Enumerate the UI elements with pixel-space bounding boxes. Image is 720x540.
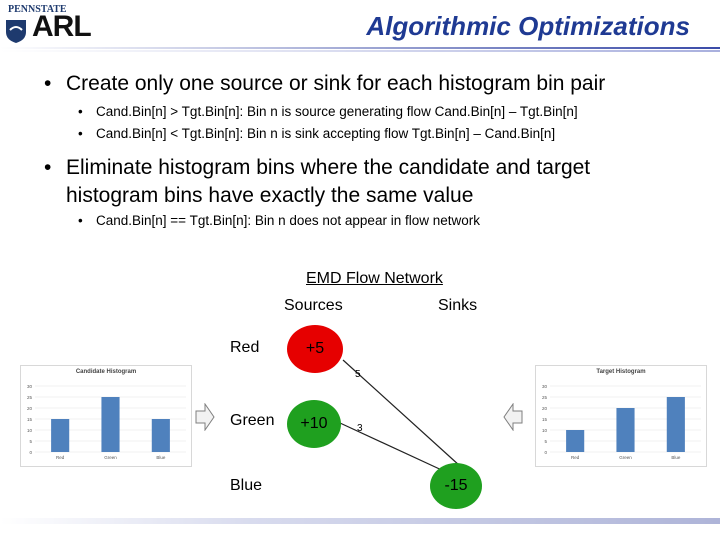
bullet-2-text: Eliminate histogram bins where the candidate and target histogram bins have exactly the same value [66,156,591,207]
bar-green [101,397,119,452]
y-tick-label: 25 [26,395,32,400]
bar-blue [667,397,685,452]
bullet-1: • Create only one source or sink for each histogram bin pair [44,72,606,95]
y-tick-label: 20 [26,406,32,411]
chart-title: Target Histogram [596,369,646,375]
target-histogram-plot [536,366,706,466]
y-tick-label: 10 [26,428,32,433]
y-tick-label: 25 [541,395,547,400]
bullet-1-text: Create only one source or sink for each histogram bin pair [66,72,606,95]
y-tick-label: 30 [26,384,32,389]
bar-green [616,408,634,452]
x-tick-label: Blue [671,455,681,460]
bullet-2: • Eliminate histogram bins where the candidate and target histogram bins have exactly the same value [44,154,694,210]
pennstate-wordmark: PENNSTATE [8,4,67,15]
sources-label: Sources [284,297,343,314]
sub-bullet-1-2: • Cand.Bin[n] < Tgt.Bin[n]: Bin n is sink accepting flow Tgt.Bin[n] – Cand.Bin[n] [78,126,556,141]
candidate-histogram-plot [21,366,191,466]
sub-bullet-2-1: • Cand.Bin[n] == Tgt.Bin[n]: Bin n does not appear in flow network [78,213,480,228]
sinks-label: Sinks [438,297,478,314]
bar-red [51,419,69,452]
row-label-red: Red [230,339,260,356]
row-label-blue: Blue [230,477,263,494]
edge-label-green: 3 [357,423,363,434]
x-tick-label: Red [56,455,65,460]
x-tick-label: Green [104,455,117,460]
x-tick-label: Green [619,455,632,460]
bar-red [566,430,584,452]
edge-label-red: 5 [355,369,361,380]
sub-bullet-text: Cand.Bin[n] < Tgt.Bin[n]: Bin n is sink accepting flow Tgt.Bin[n] – Cand.Bin[n] [96,126,556,141]
arl-wordmark: ARL [32,10,91,43]
sink-node: -15 [430,463,482,509]
sub-bullet-1-1: • Cand.Bin[n] > Tgt.Bin[n]: Bin n is source generating flow Cand.Bin[n] – Tgt.Bin[n] [78,104,578,119]
source-node-red: +5 [287,325,343,373]
y-tick-label: 30 [541,384,547,389]
target-histogram [535,365,707,467]
y-tick-label: 0 [29,450,32,455]
bar-blue [152,419,170,452]
y-tick-label: 10 [541,428,547,433]
edge-green-to-sink [340,423,446,472]
candidate-histogram [20,365,192,467]
source-node-green: +10 [287,400,341,448]
slide-title: Algorithmic Optimizations [366,11,690,41]
y-tick-label: 15 [541,417,547,422]
sub-bullet-text: Cand.Bin[n] == Tgt.Bin[n]: Bin n does not appear in flow network [96,213,480,228]
x-tick-label: Blue [156,455,166,460]
footer-divider [0,518,720,524]
y-tick-label: 15 [26,417,32,422]
sub-bullet-text: Cand.Bin[n] > Tgt.Bin[n]: Bin n is source generating flow Cand.Bin[n] – Tgt.Bin[n] [96,104,578,119]
row-label-green: Green [230,412,275,429]
y-tick-label: 20 [541,406,547,411]
y-tick-label: 5 [29,439,32,444]
y-tick-label: 5 [544,439,547,444]
right-arrow-icon [195,403,215,431]
x-tick-label: Red [571,455,580,460]
chart-title: Candidate Histogram [75,369,137,375]
flow-network-title: EMD Flow Network [306,270,443,287]
left-arrow-icon [503,403,523,431]
y-tick-label: 0 [544,450,547,455]
